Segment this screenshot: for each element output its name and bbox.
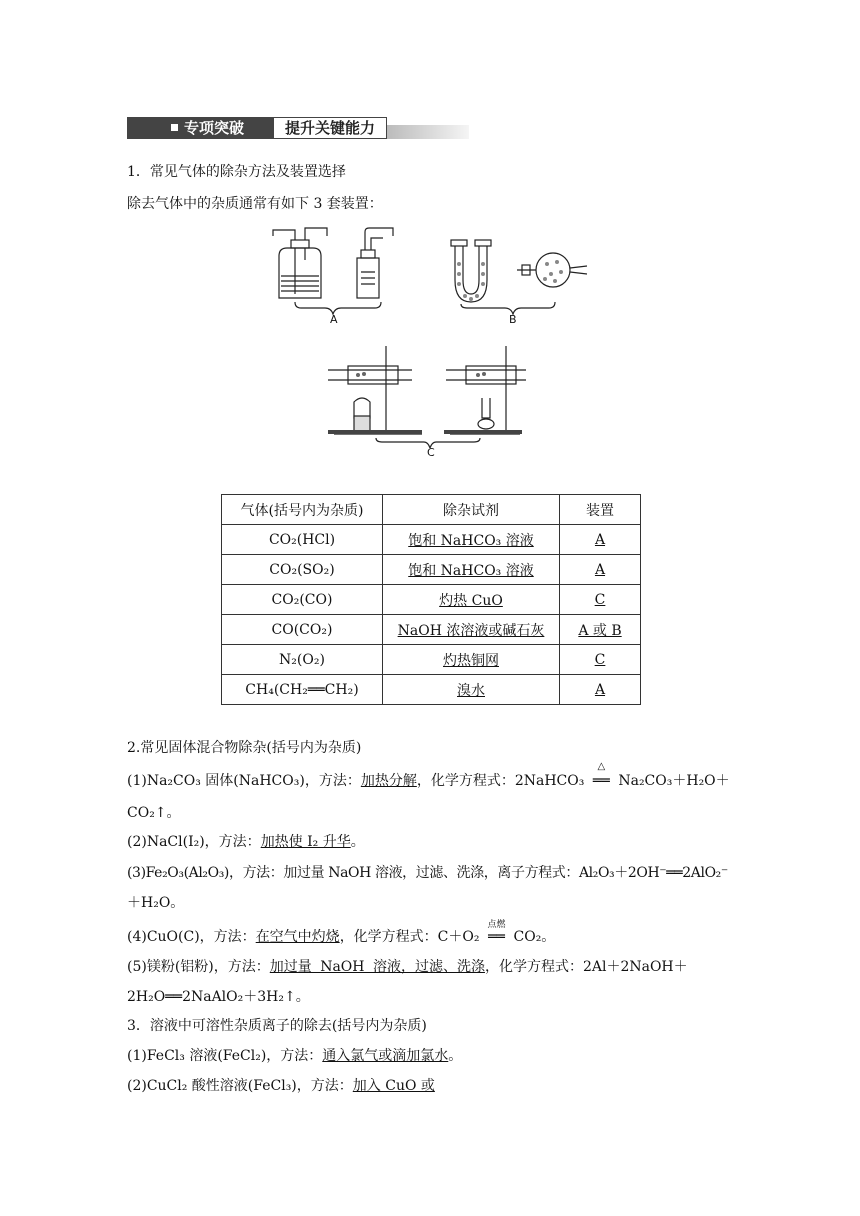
apparatus-c-diagram (320, 338, 526, 448)
method-text: 加热使 I₂ 升华 (260, 834, 351, 850)
gas-cell: CO₂(HCl) (222, 525, 383, 555)
square-icon (171, 124, 178, 131)
section2-item5-cont: 2H₂O══2NaAlO₂＋3H₂↑。 (127, 989, 310, 1005)
section2-item1-cont: CO₂↑。 (127, 805, 181, 821)
header-apparatus: 装置 (560, 495, 641, 525)
gas-cell: N₂(O₂) (222, 645, 383, 675)
method-text: 加热分解 (360, 773, 417, 789)
table-row (222, 615, 641, 645)
label-a: A (330, 313, 338, 326)
section2-item2: (2)NaCl(I₂)，方法：加热使 I₂ 升华。 (127, 834, 365, 850)
gas-impurity-table (221, 494, 641, 705)
gas-cell: CH₄(CH₂══CH₂) (222, 675, 383, 705)
table-row (222, 525, 641, 555)
heat-arrow: △ ══ (592, 761, 610, 789)
apparatus-cell: A (560, 525, 641, 555)
table-row (222, 585, 641, 615)
gas-cell: CO₂(CO) (222, 585, 383, 615)
section2-item1: (1)Na₂CO₃ 固体(NaHCO₃)，方法：加热分解，化学方程式：2NaHCO₃ △ ══ Na₂CO₃＋H₂O＋ (127, 761, 730, 789)
section2-item3: (3)Fe₂O₃(Al₂O₃)，方法：加过量 NaOH 溶液，过滤、洗涤，离子方程式：Al₂O₃＋2OH⁻══2AlO₂⁻ (127, 865, 728, 881)
apparatus-ab-diagram (265, 224, 595, 328)
method-text: 加入 CuO 或 (352, 1078, 435, 1094)
table-row (222, 555, 641, 585)
apparatus-cell: C (560, 585, 641, 615)
section1-intro: 除去气体中的杂质通常有如下 3 套装置： (127, 196, 383, 212)
reagent-cell: NaOH 浓溶液或碱石灰 (383, 615, 560, 645)
table-row (222, 645, 641, 675)
section-banner (127, 117, 469, 139)
table-header-row (222, 495, 641, 525)
section2-title: 2.常见固体混合物除杂(括号内为杂质) (127, 740, 362, 756)
apparatus-cell: A (560, 555, 641, 585)
banner-right: 提升关键能力 (273, 117, 387, 139)
table-row (222, 675, 641, 705)
apparatus-cell: A 或 B (560, 615, 641, 645)
reagent-cell: 灼热 CuO (383, 585, 560, 615)
label-c: C (427, 446, 435, 459)
method-text: 在空气中灼烧 (255, 929, 340, 945)
header-reagent: 除杂试剂 (383, 495, 560, 525)
method-text: 加过量 NaOH 溶液，过滤、洗涤 (269, 959, 485, 975)
gas-cell: CO₂(SO₂) (222, 555, 383, 585)
reagent-cell: 饱和 NaHCO₃ 溶液 (383, 555, 560, 585)
section3-item2: (2)CuCl₂ 酸性溶液(FeCl₃)，方法：加入 CuO 或 (127, 1078, 435, 1094)
gas-cell: CO(CO₂) (222, 615, 383, 645)
section3-item1: (1)FeCl₃ 溶液(FeCl₂)，方法：通入氯气或滴加氯水。 (127, 1048, 463, 1064)
section2-item3-cont: ＋H₂O。 (127, 895, 185, 911)
header-gas: 气体(括号内为杂质) (222, 495, 383, 525)
banner-gradient (387, 125, 469, 139)
section2-item4: (4)CuO(C)，方法：在空气中灼烧，化学方程式：C＋O₂ 点燃 ══ CO₂。 (127, 920, 556, 945)
apparatus-cell: A (560, 675, 641, 705)
section1-title: 1．常见气体的除杂方法及装置选择 (127, 164, 346, 180)
section3-title: 3．溶液中可溶性杂质离子的除去(括号内为杂质) (127, 1018, 427, 1034)
ignite-arrow: 点燃 ══ (487, 920, 506, 945)
label-b: B (509, 313, 517, 326)
reagent-cell: 饱和 NaHCO₃ 溶液 (383, 525, 560, 555)
reagent-cell: 灼热铜网 (383, 645, 560, 675)
section2-item5: (5)镁粉(铝粉)，方法：加过量 NaOH 溶液，过滤、洗涤，化学方程式：2Al＋2NaOH＋ (127, 959, 688, 975)
method-text: 通入氯气或滴加氯水 (322, 1048, 449, 1064)
reagent-cell: 溴水 (383, 675, 560, 705)
apparatus-cell: C (560, 645, 641, 675)
banner-left: 专项突破 (127, 117, 273, 139)
